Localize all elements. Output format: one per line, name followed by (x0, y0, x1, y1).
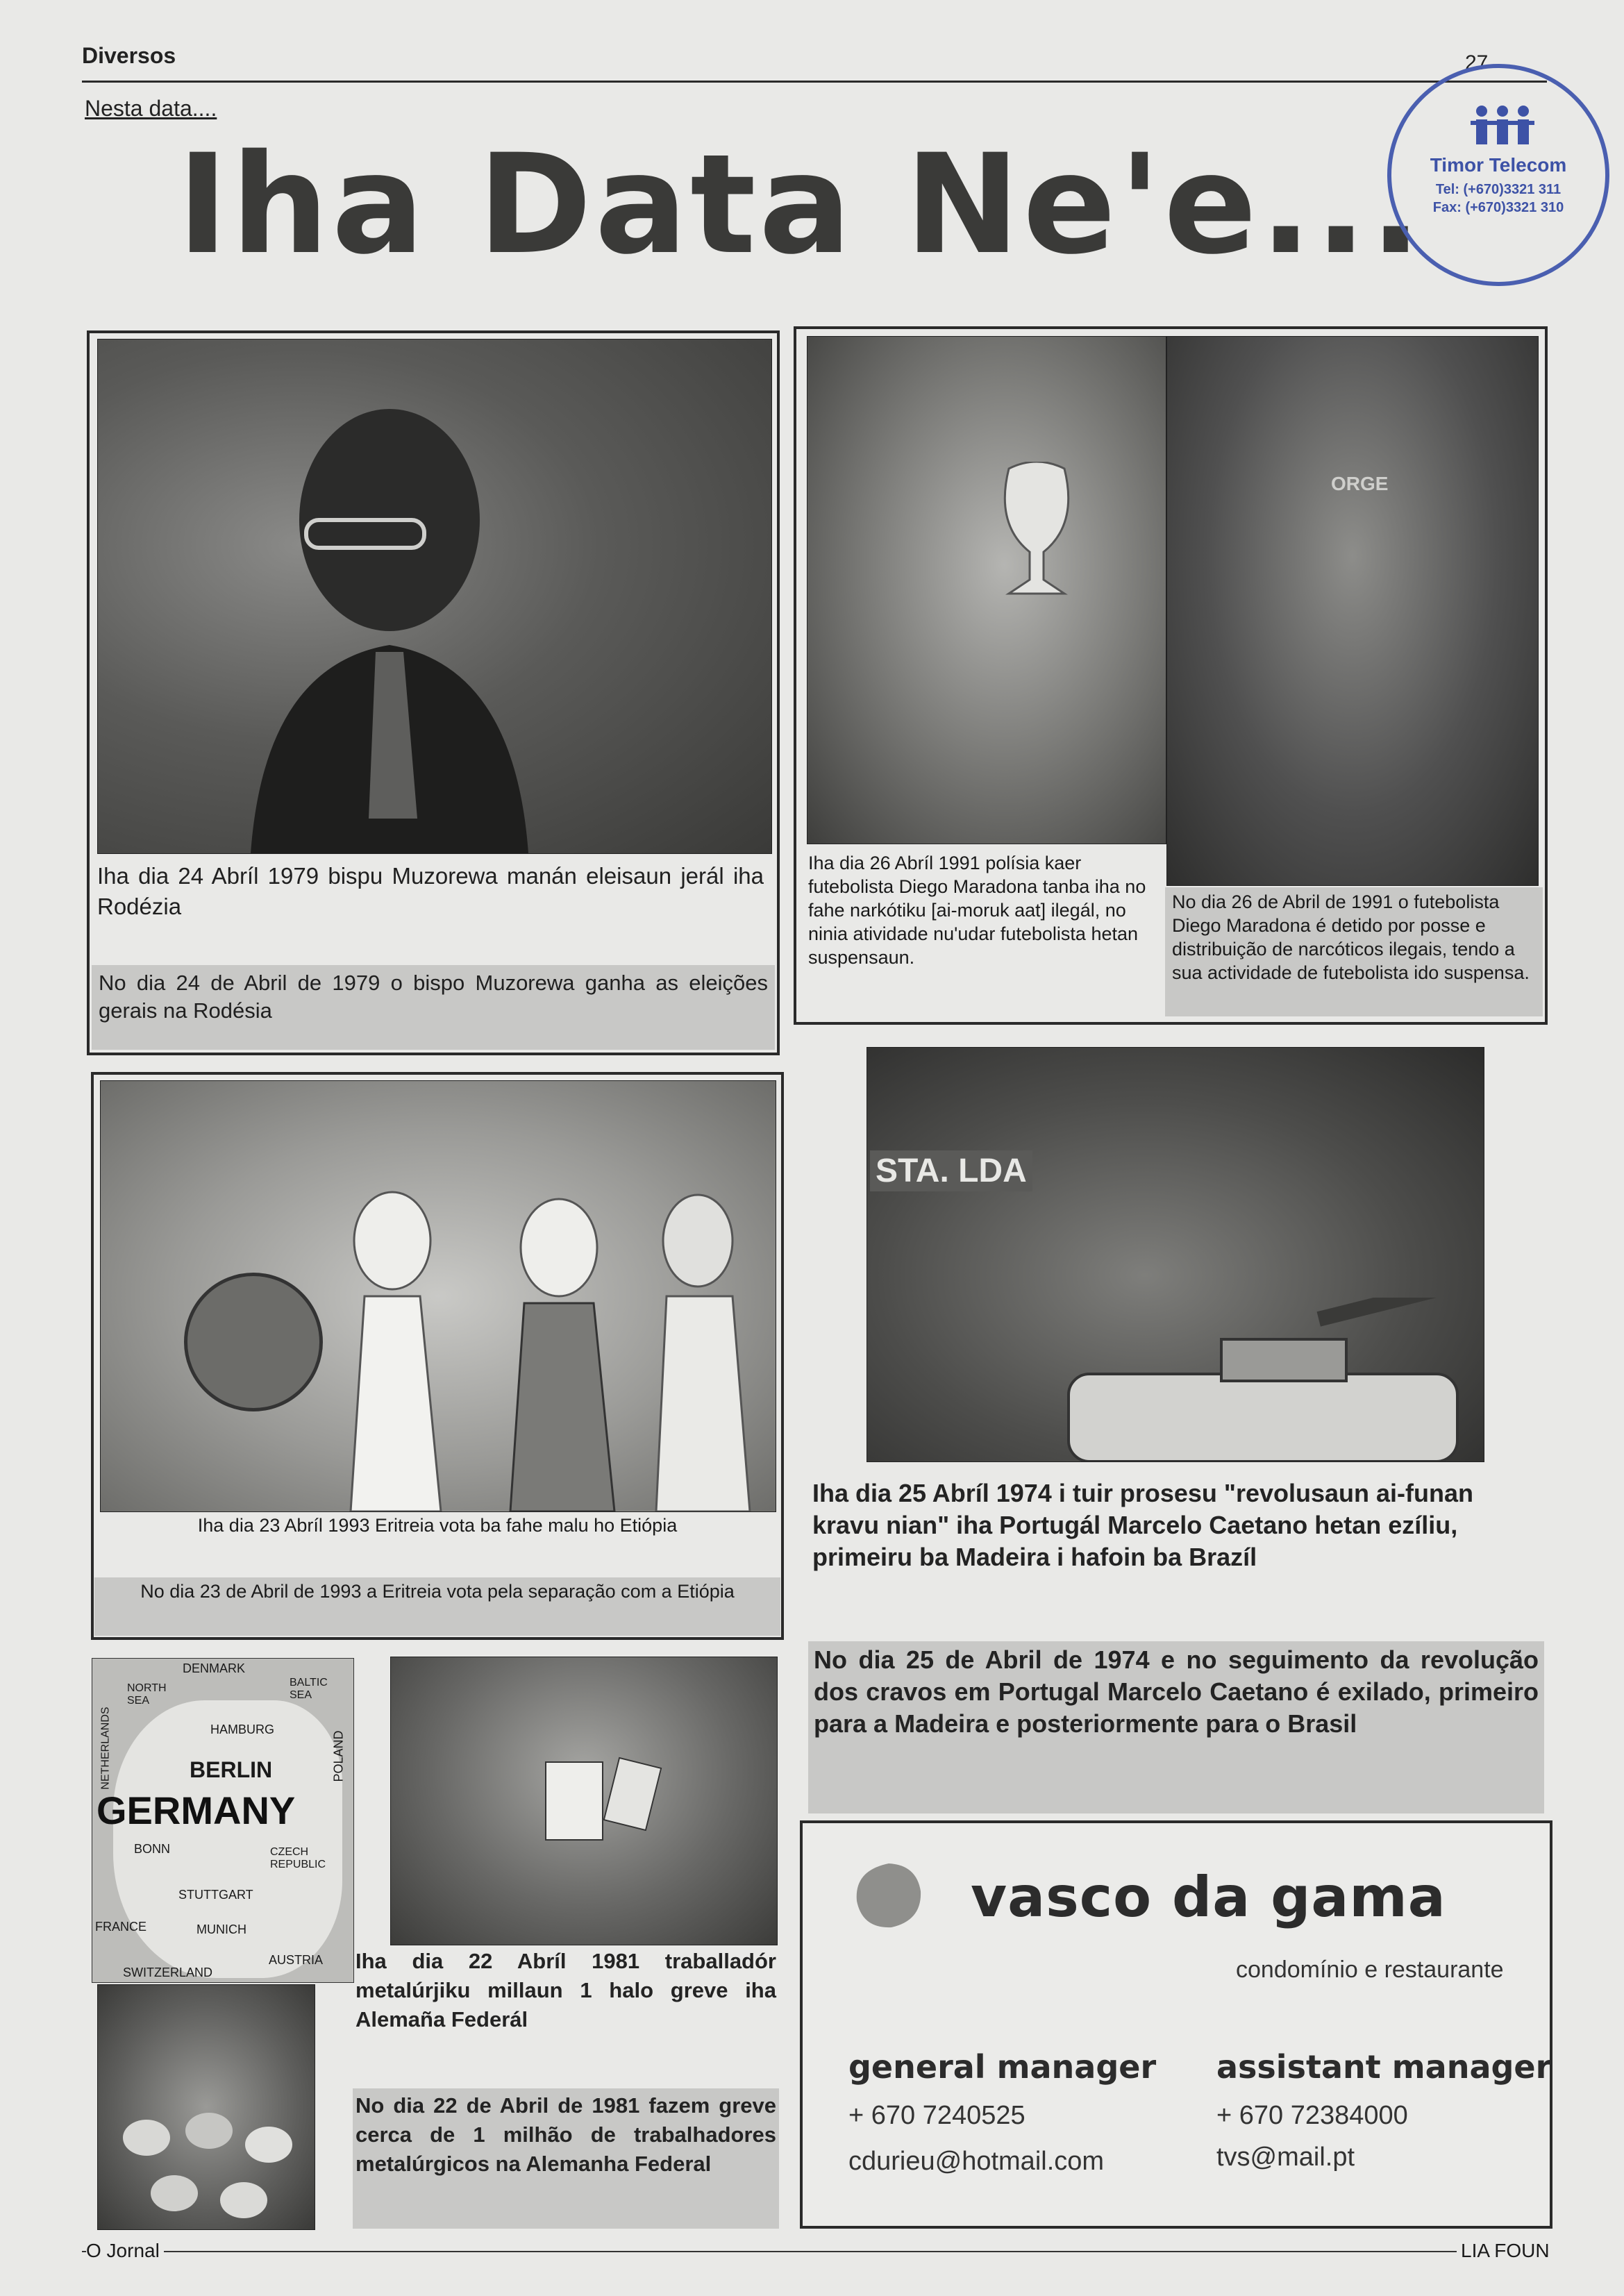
map-label-north-sea: NORTH SEA (127, 1682, 167, 1707)
header-rule (82, 81, 1547, 83)
trophy-icon (988, 462, 1085, 601)
footer-right: LIA FOUN (1457, 2240, 1550, 2262)
map-label-berlin: BERLIN (190, 1757, 273, 1782)
shield-icon (184, 1273, 323, 1411)
stamp-line-1: Timor Telecom (1430, 154, 1567, 176)
footer-left: O Jornal (86, 2240, 164, 2262)
helmets-icon (112, 2096, 299, 2221)
map-label-munich: MUNICH (196, 1922, 246, 1936)
maradona-photo-arrest (1166, 336, 1539, 886)
section-label: Diversos (82, 43, 176, 68)
map-label-stuttgart: STUTTGART (178, 1888, 253, 1902)
ad-general-manager-title: general manager (848, 2048, 1157, 2086)
page-title: Iha Data Ne'e... (177, 124, 1425, 285)
ad-general-manager-email: cdurieu@hotmail.com (848, 2147, 1105, 2176)
ad-general-manager-phone: + 670 7240525 (848, 2101, 1026, 2130)
workers-photo (97, 1984, 315, 2230)
person-silhouette-icon (237, 402, 528, 853)
maradona-photo-trophy (807, 336, 1166, 844)
subheading: Nesta data.... (85, 96, 217, 121)
map-label-bonn: BONN (134, 1842, 171, 1856)
muzorewa-caption-tetum: Iha dia 24 Abríl 1979 bispu Muzorewa manán eleisaun jerál iha Rodézia (97, 863, 764, 919)
strike-caption-portuguese: No dia 22 de Abril de 1981 fazem greve cerca de 1 milhão de trabalhadores metalúrgicos na Alemanha Federal (353, 2088, 779, 2229)
page-number: 27 (1465, 51, 1489, 74)
footer-rule (82, 2251, 1547, 2252)
ad-subtitle: condomínio e restaurante (1236, 1956, 1504, 1983)
shop-sign: STA. LDA (870, 1150, 1032, 1191)
map-label-france: FRANCE (95, 1920, 147, 1934)
strike-caption-tetum: Iha dia 22 Abríl 1981 traballadór metalúrjiku millaun 1 halo greve iha Alemaña Federál (355, 1949, 776, 2031)
caetano-caption-portuguese: No dia 25 de Abril de 1974 e no seguimento da revolução dos cravos em Portugal Marcelo Caetano é exilado, primeiro para a Madeira e posteriormente para o Brasil (808, 1641, 1544, 1813)
map-label-switzerland: SWITZERLAND (123, 1966, 213, 1979)
map-label-netherlands: NETHERLANDS (99, 1707, 112, 1790)
map-label-hamburg: HAMBURG (210, 1723, 275, 1736)
stamp-line-2: Tel: (+670)3321 311 (1435, 182, 1562, 197)
map-label-germany: GERMANY (97, 1788, 296, 1832)
timor-telecom-stamp (1387, 64, 1609, 286)
map-label-poland: POLAND (331, 1730, 346, 1782)
eritrea-caption-portuguese: No dia 23 de Abril de 1993 a Eritreia vota pela separação com a Etiópia (94, 1577, 780, 1636)
protest-sign-icon-2 (603, 1757, 662, 1832)
map-label-baltic-sea: BALTIC SEA (290, 1677, 328, 1701)
eritrea-caption-tetum: Iha dia 23 Abríl 1993 Eritreia vota ba fahe malu ho Etiópia (197, 1515, 678, 1536)
map-label-czech: CZECH REPUBLIC (270, 1846, 326, 1870)
tank-icon (1041, 1298, 1471, 1461)
ad-assistant-manager-phone: + 670 72384000 (1216, 2101, 1408, 2130)
ad-brand-name: vasco da gama (971, 1865, 1446, 1929)
shirt-logo: ORGE (1331, 473, 1389, 494)
map-label-denmark: DENMARK (183, 1661, 246, 1675)
maradona-caption-portuguese: No dia 26 de Abril de 1991 o futebolista Diego Maradona é detido por posse e distribuição de narcóticos ilegais, tendo a sua actividade de futebolista ido suspensa. (1165, 887, 1543, 1016)
germany-map (92, 1658, 354, 1983)
carnation-revolution-photo (867, 1047, 1484, 1462)
stamp-line-3: Fax: (+670)3321 310 (1432, 200, 1564, 215)
restaurant-logo-icon (853, 1861, 925, 1930)
stamp-logo-icon (1466, 104, 1539, 147)
muzorewa-caption-portuguese: No dia 24 de Abril de 1979 o bispo Muzorewa ganha as eleições gerais na Rodésia (92, 965, 775, 1050)
figures-icon (337, 1185, 753, 1511)
eritrea-photo (100, 1080, 776, 1512)
map-label-austria: AUSTRIA (269, 1953, 324, 1967)
muzorewa-photo (97, 339, 772, 854)
caetano-caption-tetum: Iha dia 25 Abríl 1974 i tuir prosesu "revolusaun ai-funan kravu nian" iha Portugál Marcelo Caetano hetan ezíliu, primeiru ba Madeira i hafoin ba Brazíl (812, 1479, 1473, 1571)
protest-sign-icon (545, 1761, 603, 1841)
strike-march-photo (390, 1657, 778, 1945)
ad-assistant-manager-email: tvs@mail.pt (1216, 2143, 1355, 2172)
ad-assistant-manager-title: assistant manager (1216, 2048, 1552, 2086)
maradona-caption-tetum: Iha dia 26 Abríl 1991 polísia kaer futebolista Diego Maradona tanba iha no fahe narkótiku [ai-moruk aat] ilegál, no ninia atividade nu'udar futebolista hetan suspensaun. (808, 853, 1146, 968)
